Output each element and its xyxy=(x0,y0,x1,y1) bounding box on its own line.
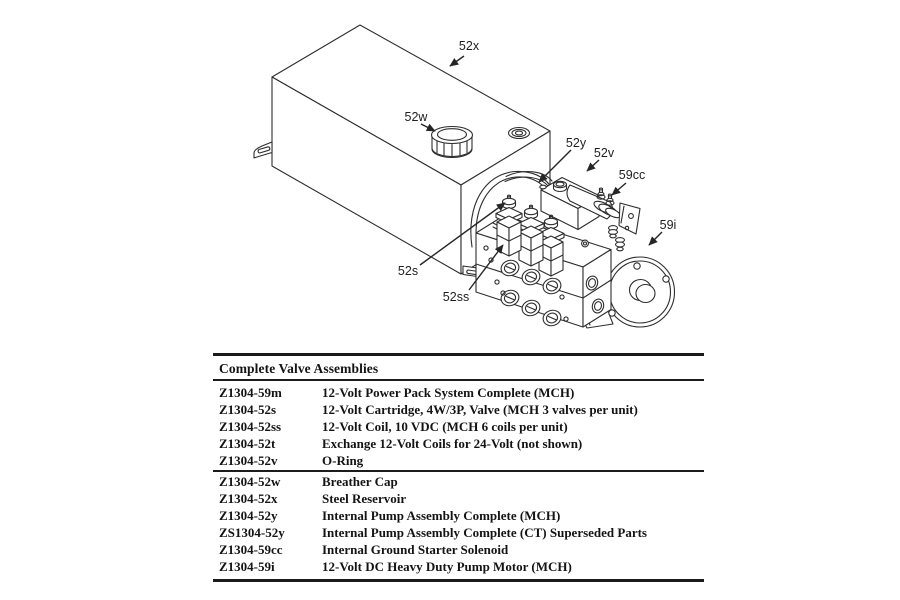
callout-label-52ss: 52ss xyxy=(442,290,470,304)
part-description: 12-Volt Coil, 10 VDC (MCH 6 coils per unit) xyxy=(322,419,568,434)
table-rows xyxy=(213,381,704,577)
callout-label-59i: 59i xyxy=(659,218,677,232)
callout-arrow-52v xyxy=(587,160,599,171)
callout-arrow-59cc xyxy=(612,183,626,195)
part-number: Z1304-52v xyxy=(219,453,278,468)
table-row xyxy=(219,558,704,575)
callout-label-59cc: 59cc xyxy=(618,168,646,182)
part-description: Internal Pump Assembly Complete (MCH) xyxy=(322,507,561,523)
breather-cap xyxy=(432,127,473,158)
part-description: 12-Volt Cartridge, 4W/3P, Valve (MCH 3 valves per unit) xyxy=(322,402,638,417)
callout-label-52y: 52y xyxy=(565,136,587,150)
filler-plug xyxy=(509,128,530,139)
table-row xyxy=(219,418,704,435)
part-number: Z1304-59i xyxy=(219,558,275,574)
table-row xyxy=(219,452,704,469)
part-number: Z1304-52ss xyxy=(219,419,282,434)
table-group-divider xyxy=(213,470,704,472)
part-number: Z1304-52t xyxy=(219,436,276,451)
callout-label-52w: 52w xyxy=(404,110,428,124)
part-description: 12-Volt DC Heavy Duty Pump Motor (MCH) xyxy=(322,558,572,574)
table-row xyxy=(219,401,704,418)
table-header: Complete Valve Assemblies xyxy=(219,360,379,376)
callout-label-52v: 52v xyxy=(593,146,615,160)
part-description: Internal Pump Assembly Complete (CT) Superseded Parts xyxy=(322,524,647,540)
part-description: Steel Reservoir xyxy=(322,490,407,506)
callout-arrow-52x xyxy=(450,56,464,66)
table-row xyxy=(219,435,704,452)
part-description: O-Ring xyxy=(322,453,364,468)
callout-arrow-59i xyxy=(649,232,662,245)
table-row xyxy=(219,507,704,524)
part-number: Z1304-59cc xyxy=(219,541,283,557)
solenoid-washers xyxy=(609,226,625,251)
part-number: Z1304-52x xyxy=(219,490,278,506)
table-row xyxy=(219,473,704,490)
part-description: Exchange 12-Volt Coils for 24-Volt (not shown) xyxy=(322,436,583,451)
part-number: Z1304-52y xyxy=(219,507,278,523)
part-number: Z1304-59m xyxy=(219,385,282,400)
table-bottom-rule xyxy=(213,579,704,582)
part-description: 12-Volt Power Pack System Complete (MCH) xyxy=(322,385,575,400)
callout-label-52x: 52x xyxy=(458,39,480,53)
solenoid-bracket xyxy=(619,203,640,234)
table-row xyxy=(219,524,704,541)
part-number: Z1304-52w xyxy=(219,473,281,489)
parts-table xyxy=(213,353,704,582)
part-number: ZS1304-52y xyxy=(219,524,285,540)
part-description: Internal Ground Starter Solenoid xyxy=(322,541,509,557)
table-row xyxy=(219,490,704,507)
table-row xyxy=(219,541,704,558)
table-row xyxy=(219,384,704,401)
mounting-bracket-left xyxy=(254,142,272,158)
part-description: Breather Cap xyxy=(322,473,398,489)
callout-label-52s: 52s xyxy=(397,264,419,278)
part-number: Z1304-52s xyxy=(219,402,277,417)
